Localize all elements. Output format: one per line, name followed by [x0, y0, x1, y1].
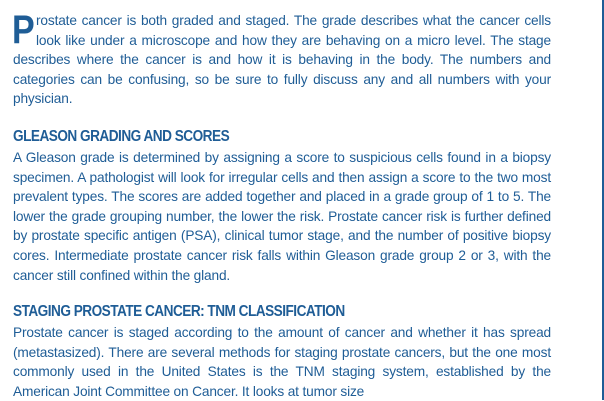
intro-paragraph	[12, 8, 551, 109]
gleason-paragraph: A Gleason grade is determined by assigning a score to suspicious cells found in a biopsy specimen. A pathologist will look for irregular cells and then assign a score to the two most prevalent types. The scores are added together and placed in a grade group of 1 to 5. The lower the grade grouping number, the lower the risk. Prostate cancer risk is further defined by prostate specific antigen (PSA), clinical tumor stage, and the number of positive biopsy cores. Intermediate prostate cancer risk falls within Gleason grade group 2 or 3, with the cancer still confined within the gland.	[13, 150, 551, 283]
intro-text: rostate cancer is both graded and staged. The grade describes what the cancer cells look like under a microscope and how they are behaving on a micro level. The stage describes where the cancer is and how it is behaving in the body. The numbers and categories can be confusing, so be sure to fully discuss any and all numbers with your physician.	[13, 13, 551, 107]
drop-cap: P	[12, 8, 35, 52]
gleason-heading: GLEASON GRADING AND SCORES	[13, 128, 230, 145]
staging-heading: STAGING PROSTATE CANCER: TNM CLASSIFICATION	[13, 303, 345, 320]
staging-paragraph: Prostate cancer is staged according to the amount of cancer and whether it has spread (metastasized). There are several methods for staging prostate cancers, but the one most commonly used in the United States is the TNM staging system, established by the American Joint Committee on Cancer. It looks at tumor size	[13, 325, 551, 399]
